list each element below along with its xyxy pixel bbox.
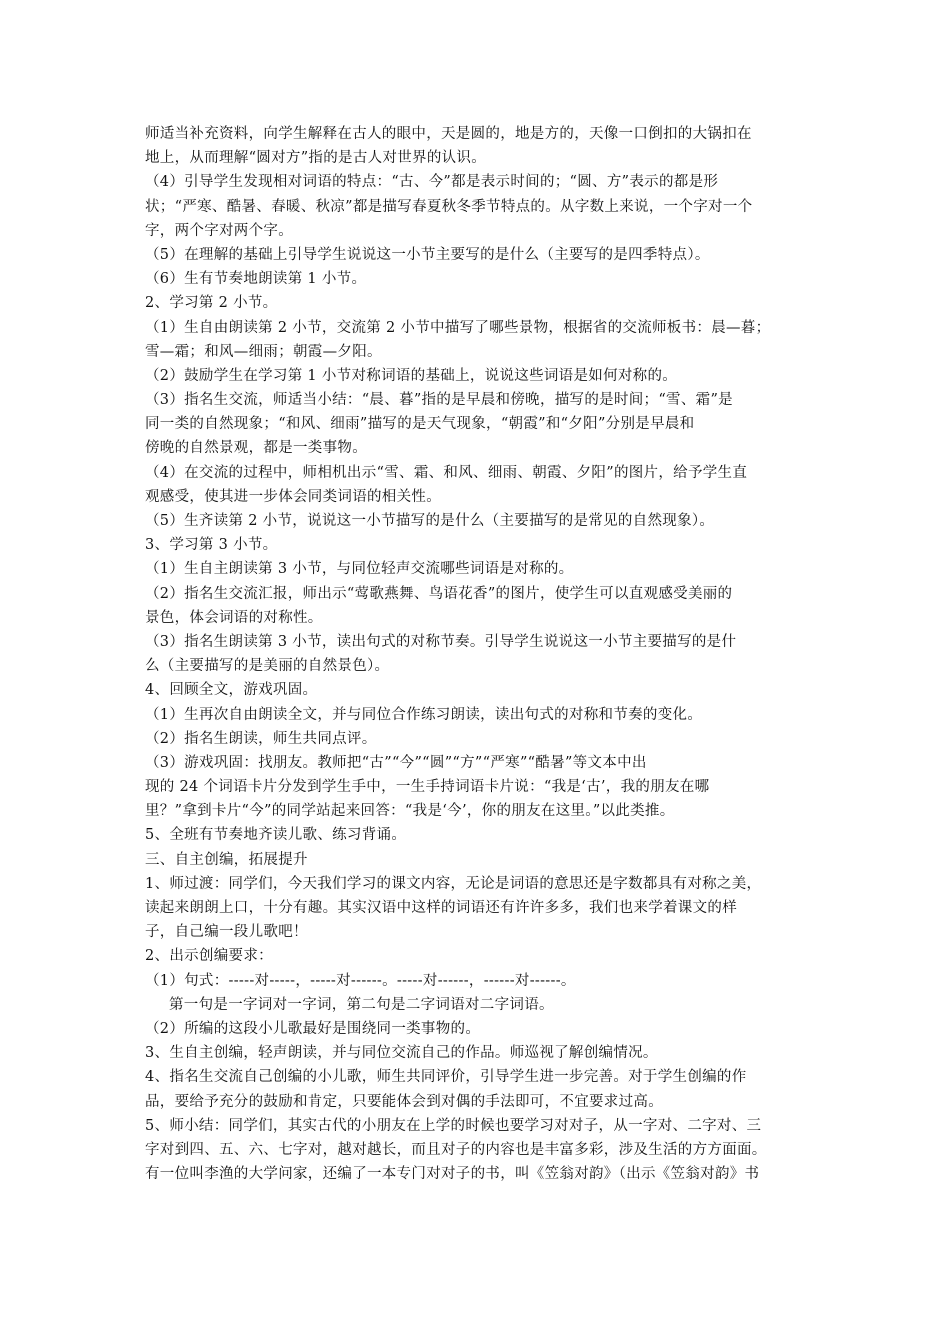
text-line: 有一位叫李渔的大学问家，还编了一本专门对对子的书，叫《笠翁对韵》（出示《笠翁对韵》书 <box>145 1166 760 1183</box>
section-heading: 4、回顾全文，游戏巩固。 <box>145 682 318 699</box>
section-heading: 2、学习第 2 小节。 <box>145 295 278 312</box>
text-line: （2）鼓励学生在学习第 1 小节对称词语的基础上，说说这些词语是如何对称的。 <box>145 367 678 384</box>
text-line: （4）引导学生发现相对词语的特点：“古、今”都是表示时间的；“圆、方”表示的都是形 <box>145 174 719 191</box>
text-line: （1）生自主朗读第 3 小节，与同位轻声交流哪些词语是对称的。 <box>145 561 574 578</box>
text-line: 状；“严寒、酷暑、春暖、秋凉”都是描写春夏秋冬季节特点的。从字数上来说，一个字对一个 <box>145 198 753 215</box>
text-line: 字对到四、五、六、七字对，越对越长，而且对子的内容也是丰富多彩，涉及生活的方方面面。 <box>145 1141 767 1158</box>
text-line: 1、师过渡：同学们，今天我们学习的课文内容，无论是词语的意思还是字数都具有对称之美， <box>145 875 762 892</box>
section-heading: 3、学习第 3 小节。 <box>145 537 278 554</box>
text-line: （6）生有节奏地朗读第 1 小节。 <box>145 271 367 288</box>
text-line: （3）游戏巩固：找朋友。教师把“古”“今”“圆”“方”“严寒”“酷暑”等文本中出 <box>145 754 647 771</box>
text-line: 里？”拿到卡片“今”的同学站起来回答：“我是‘今’，你的朋友在这里。”以此类推。 <box>145 803 675 820</box>
document-body <box>145 122 810 1186</box>
text-line: （3）指名生朗读第 3 小节，读出句式的对称节奏。引导学生说说这一小节主要描写的是什 <box>145 633 737 650</box>
text-line: 品，要给予充分的鼓励和肯定，只要能体会到对偶的手法即可，不宜要求过高。 <box>145 1093 663 1110</box>
text-line: （4）在交流的过程中，师相机出示“雪、霜、和风、细雨、朝霞、夕阳”的图片，给予学生直 <box>145 464 748 481</box>
section-heading: 2、出示创编要求： <box>145 948 273 965</box>
text-line: 傍晚的自然景观，都是一类事物。 <box>145 440 367 457</box>
text-line: 子，自己编一段儿歌吧！ <box>145 924 308 941</box>
text-line: （2）指名生朗读，师生共同点评。 <box>145 730 377 747</box>
text-line: （1）生自由朗读第 2 小节，交流第 2 小节中描写了哪些景物，根据省的交流师板书：晨—暮； <box>145 319 771 336</box>
text-line: （5）在理解的基础上引导学生说说这一小节主要写的是什么（主要写的是四季特点）。 <box>145 246 710 263</box>
text-line: （1）句式：-----对-----，-----对------。-----对------，------对------。 <box>145 972 576 989</box>
text-line: （2）所编的这段小儿歌最好是围绕同一类事物的。 <box>145 1020 481 1037</box>
text-line: 雪—霜；和风—细雨；朝霞—夕阳。 <box>145 343 382 360</box>
text-line: 4、指名生交流自己创编的小儿歌，师生共同评价，引导学生进一步完善。对于学生创编的作 <box>145 1069 747 1086</box>
text-line: 师适当补充资料，向学生解释在古人的眼中，天是圆的，地是方的，天像一口倒扣的大锅扣在 <box>145 126 752 142</box>
text-line: （2）指名生交流汇报，师出示“莺歌燕舞、鸟语花香”的图片，使学生可以直观感受美丽的 <box>145 585 733 602</box>
text-line: 同一类的自然现象；“和风、细雨”描写的是天气现象，“朝霞”和“夕阳”分别是早晨和 <box>145 416 695 433</box>
text-line: （1）生再次自由朗读全文，并与同位合作练习朗读，读出句式的对称和节奏的变化。 <box>145 706 703 723</box>
text-line: 5、师小结：同学们，其实古代的小朋友在上学的时候也要学习对对子，从一字对、二字对、三 <box>145 1117 762 1134</box>
text-line: 读起来朗朗上口，十分有趣。其实汉语中这样的词语还有许许多多，我们也来学着课文的样 <box>145 900 737 916</box>
text-line: 字，两个字对两个字。 <box>145 222 293 239</box>
chapter-heading: 三、自主创编，拓展提升 <box>145 851 308 868</box>
section-heading: 5、全班有节奏地齐读儿歌、练习背诵。 <box>145 827 407 844</box>
text-line: （3）指名生交流，师适当小结：“晨、暮”指的是早晨和傍晚，描写的是时间；“雪、霜”是 <box>145 392 733 409</box>
text-line: （5）生齐读第 2 小节，说说这一小节描写的是什么（主要描写的是常见的自然现象）。 <box>145 513 715 529</box>
text-line: 现的 24 个词语卡片分发到学生手中，一生手持词语卡片说：“我是‘古’，我的朋友在哪 <box>145 779 710 796</box>
text-line: 第一句是一字词对一字词，第二句是二字词语对二字词语。 <box>169 996 554 1013</box>
text-line: 地上，从而理解“圆对方”指的是古人对世界的认识。 <box>145 150 487 167</box>
text-line: 么（主要描写的是美丽的自然景色）。 <box>145 658 390 675</box>
text-line: 3、生自主创编，轻声朗读，并与同位交流自己的作品。师巡视了解创编情况。 <box>145 1045 658 1062</box>
text-line: 景色，体会词语的对称性。 <box>145 609 323 626</box>
text-line: 观感受，使其进一步体会同类词语的相关性。 <box>145 488 441 505</box>
